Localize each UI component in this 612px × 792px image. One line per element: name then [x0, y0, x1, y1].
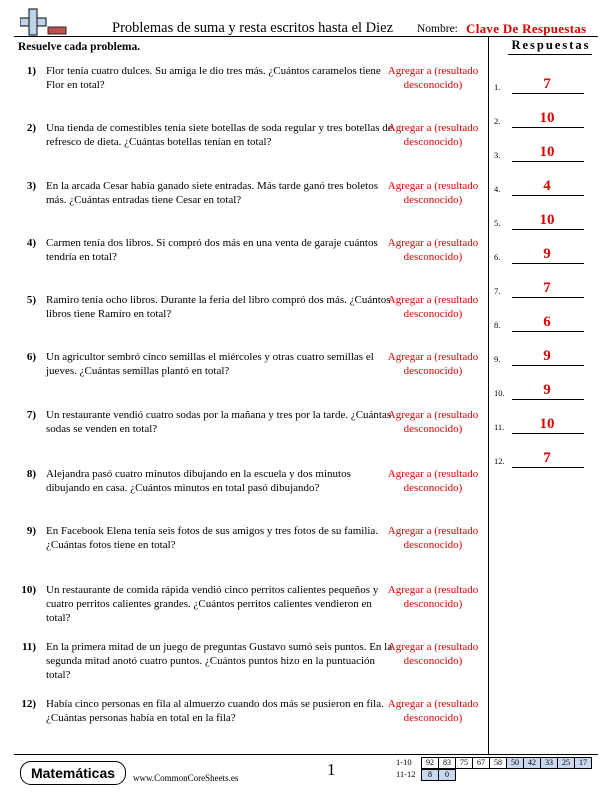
answer-value: 7	[543, 280, 551, 296]
question-number: 3)	[26, 180, 36, 192]
score-cell: 8	[421, 769, 439, 781]
answer-line	[512, 93, 584, 94]
subject-badge: Matemáticas	[20, 761, 126, 785]
question-number: 8)	[26, 468, 36, 480]
answer-line	[512, 161, 584, 162]
answer-number: 2.	[494, 116, 501, 126]
question-number: 5)	[26, 294, 36, 306]
question-type: Agregar a (resultado desconocido)	[387, 237, 479, 263]
question-type: Agregar a (resultado desconocido)	[387, 641, 479, 667]
question-type: Agregar a (resultado desconocido)	[387, 122, 479, 148]
question-type: Agregar a (resultado desconocido)	[387, 351, 479, 377]
answer-number: 5.	[494, 218, 501, 228]
plus-minus-logo-icon	[20, 8, 68, 38]
answer-number: 4.	[494, 184, 501, 194]
answer-line	[512, 331, 584, 332]
score-cells	[422, 769, 456, 781]
question-text: En Facebook Elena tenía seis fotos de sus amigos y tres fotos de su familia. ¿Cuántas fotos tiene en total?	[46, 525, 379, 551]
score-cell: 67	[472, 757, 490, 769]
question-number: 1)	[26, 65, 36, 77]
answer-line	[512, 467, 584, 468]
question-text: Un restaurante vendió cuatro sodas por la mañana y tres por la tarde. ¿Cuántas sodas se venden en total?	[46, 409, 392, 435]
question-text: En la arcada Cesar había ganado siete entradas. Más tarde ganó tres boletos más. ¿Cuántas entradas tiene Cesar en total?	[46, 180, 379, 206]
answer-number: 3.	[494, 150, 501, 160]
question-type: Agregar a (resultado desconocido)	[387, 525, 479, 551]
answer-line	[512, 195, 584, 196]
page-number: 1	[327, 760, 336, 779]
answers-heading: Respuestas	[511, 38, 591, 52]
question-text: Un agricultor sembró cinco semillas el miércoles y otras cuatro semillas el jueves. ¿Cuántas semillas plantó en total?	[46, 351, 374, 377]
question-number: 10)	[21, 584, 36, 596]
answer-item	[494, 242, 594, 264]
answer-value: 9	[543, 348, 551, 364]
question-text: Flor tenía cuatro dulces. Su amiga le dio tres más. ¿Cuántos caramelos tiene Flor en total?	[46, 65, 381, 91]
answers-divider	[488, 36, 489, 754]
answer-item	[494, 378, 594, 400]
answer-value: 9	[543, 382, 551, 398]
answer-value: 10	[539, 144, 555, 160]
question-number: 11)	[21, 641, 36, 653]
footer-rule	[14, 754, 598, 755]
answer-item	[494, 208, 594, 230]
header-rule	[14, 36, 598, 37]
name-label: Nombre:	[417, 23, 458, 35]
answer-item	[494, 174, 594, 196]
answer-line	[512, 399, 584, 400]
question-text: Había cinco personas en fila al almuerzo cuando dos más se pusieron en fila. ¿Cuántas personas había en total en la fila?	[46, 698, 384, 724]
question-type: Agregar a (resultado desconocido)	[387, 294, 479, 320]
score-cell: 50	[506, 757, 524, 769]
question-number: 4)	[26, 237, 36, 249]
answer-item	[494, 106, 594, 128]
question-text: Una tienda de comestibles tenía siete botellas de soda regular y tres botellas de refresco de dieta. ¿Cuántas botellas tenían en total?	[46, 122, 393, 148]
site-url: www.CommonCoreSheets.es	[133, 773, 239, 783]
answer-item	[494, 72, 594, 94]
answer-line	[512, 263, 584, 264]
answer-value: 4	[543, 178, 551, 194]
question-type: Agregar a (resultado desconocido)	[387, 65, 479, 91]
question-number: 9)	[26, 525, 36, 537]
answer-value: 6	[543, 314, 551, 330]
question-type: Agregar a (resultado desconocido)	[387, 584, 479, 610]
answer-value: 9	[543, 246, 551, 262]
question-type: Agregar a (resultado desconocido)	[387, 180, 479, 206]
score-cell: 0	[438, 769, 456, 781]
answer-item	[494, 310, 594, 332]
question-type: Agregar a (resultado desconocido)	[387, 409, 479, 435]
answer-number: 9.	[494, 354, 501, 364]
score-range: 1-10	[396, 757, 412, 767]
answer-number: 10.	[494, 388, 505, 398]
answer-value: 10	[539, 110, 555, 126]
answer-number: 8.	[494, 320, 501, 330]
score-cell: 17	[574, 757, 592, 769]
question-type: Agregar a (resultado desconocido)	[387, 698, 479, 724]
question-type: Agregar a (resultado desconocido)	[387, 468, 479, 494]
answer-line	[512, 297, 584, 298]
answer-number: 12.	[494, 456, 505, 466]
answers-heading-rule	[508, 54, 592, 55]
score-cell: 42	[523, 757, 541, 769]
answer-item	[494, 412, 594, 434]
question-text: Carmen tenía dos libros. Si compró dos más en una venta de garaje cuántos tendría en total?	[46, 237, 378, 263]
answer-item	[494, 446, 594, 468]
answer-line	[512, 365, 584, 366]
score-cell: 33	[540, 757, 558, 769]
name-value: Clave De Respuestas	[466, 21, 587, 36]
answer-number: 1.	[494, 82, 501, 92]
answer-number: 11.	[494, 422, 505, 432]
instruction: Resuelve cada problema.	[18, 41, 141, 53]
answer-line	[512, 229, 584, 230]
score-cell: 25	[557, 757, 575, 769]
question-number: 12)	[21, 698, 36, 710]
answer-value: 10	[539, 212, 555, 228]
answer-value: 7	[543, 76, 551, 92]
question-text: Ramiro tenía ocho libros. Durante la feria del libro compró dos más. ¿Cuántos libros tiene Ramiro en total?	[46, 294, 391, 320]
answer-number: 7.	[494, 286, 501, 296]
answer-line	[512, 433, 584, 434]
question-text: Alejandra pasó cuatro minutos dibujando en la escuela y dos minutos dibujando en casa. ¿Cuántos minutos en total pasó dibujando?	[46, 468, 351, 494]
score-cell: 75	[455, 757, 473, 769]
answer-item	[494, 344, 594, 366]
score-cell: 92	[421, 757, 439, 769]
question-number: 7)	[26, 409, 36, 421]
score-range: 11-12	[396, 769, 416, 779]
question-number: 6)	[26, 351, 36, 363]
answer-line	[512, 127, 584, 128]
question-text: En la primera mitad de un juego de preguntas Gustavo sumó seis puntos. En la segunda mitad anotó cuatro puntos. ¿Cuántos puntos hizo en la puntuación total?	[46, 641, 393, 681]
answer-item	[494, 276, 594, 298]
score-cell: 83	[438, 757, 456, 769]
question-number: 2)	[26, 122, 36, 134]
answer-value: 10	[539, 416, 555, 432]
answer-value: 7	[543, 450, 551, 466]
answer-item	[494, 140, 594, 162]
answer-number: 6.	[494, 252, 501, 262]
score-cells	[422, 757, 592, 769]
score-cell: 58	[489, 757, 507, 769]
question-text: Un restaurante de comida rápida vendió cinco perritos calientes pequeños y cuatro perritos calientes grandes. ¿Cuántos perritos calientes vendieron en total?	[46, 584, 379, 624]
page-title: Problemas de suma y resta escritos hasta el Diez	[112, 20, 394, 36]
